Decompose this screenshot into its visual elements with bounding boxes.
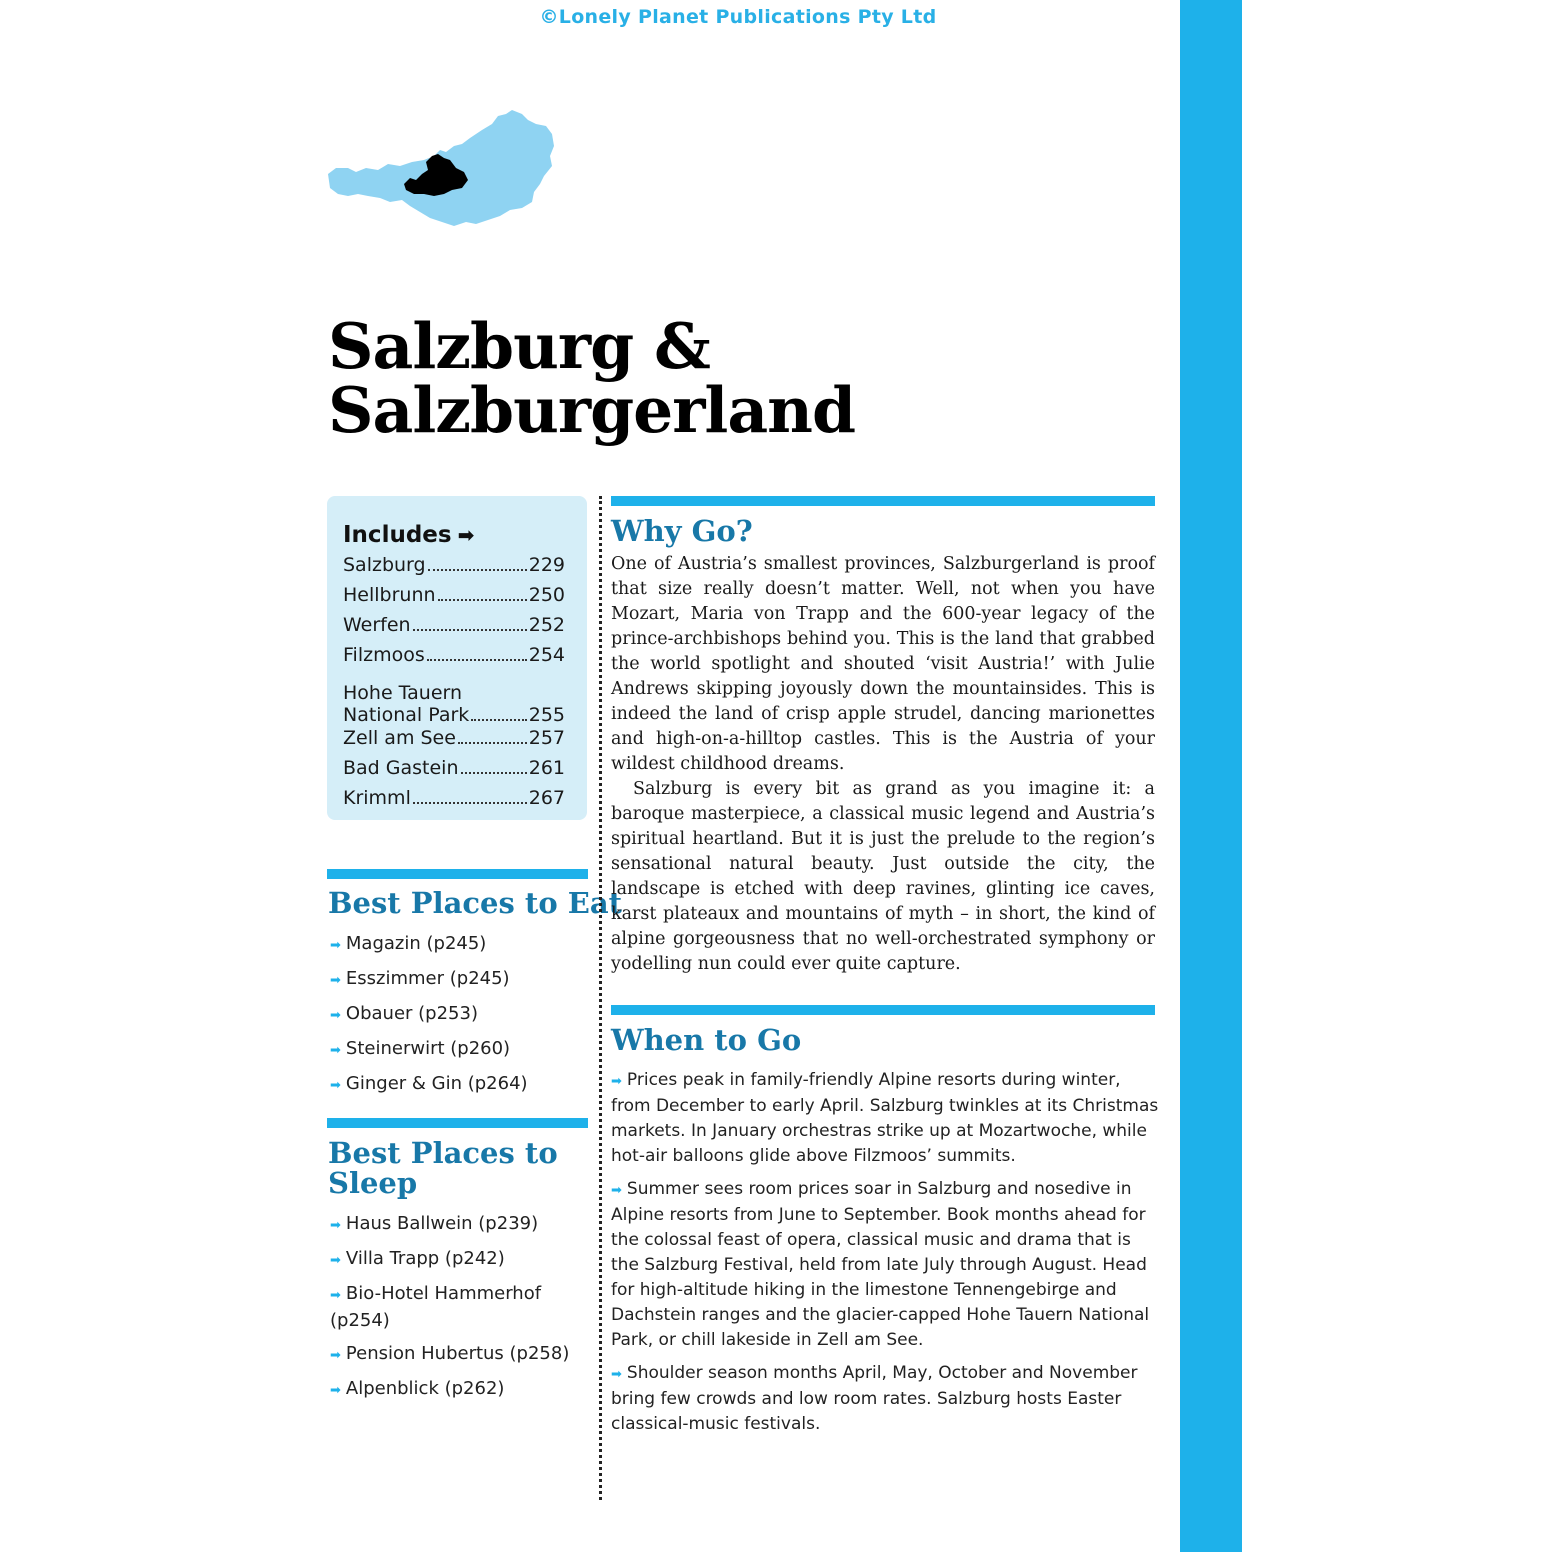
section-rule [611, 1005, 1155, 1015]
why-paragraph: Salzburg is every bit as grand as you imagine it: a baroque masterpiece, a classical music legend and Austria’s spiritual heartland. But it is just the prelude to the region’s sensational natural beauty. Just outside the city, the landscape is etched with deep ravines, glinting ice caves, karst plateaux and mountains of myth – in short, the kind of alpine gorgeousness that no well-orchestrated symphony or yodelling nun could ever quite capture. [611, 779, 1155, 974]
sleep-title-line-2: Sleep [328, 1166, 418, 1200]
section-rule [327, 1118, 588, 1128]
right-arrow-icon: ➡ [330, 1043, 341, 1058]
right-arrow-icon: ➡ [330, 1218, 341, 1233]
dot-leader [413, 629, 527, 631]
list-item[interactable] [330, 966, 590, 993]
dot-leader [438, 599, 527, 601]
includes-item[interactable] [343, 674, 565, 727]
dot-leader [413, 802, 527, 804]
sleep-title-line-1: Best Places to [328, 1136, 558, 1170]
list-item-text: Villa Trapp (p242) [345, 1248, 505, 1269]
includes-item-page: 254 [528, 644, 565, 666]
includes-heading-text: Includes [343, 522, 452, 548]
includes-item-name: Hellbrunn [343, 584, 436, 606]
when-paragraph-text: Shoulder season months April, May, October and November bring few crowds and low room rates. Salzburg hosts Easter classical-music festivals. [611, 1363, 1138, 1434]
list-item-text: Pension Hubertus (p258) [345, 1343, 570, 1364]
includes-item[interactable] [343, 787, 565, 817]
list-item-text: Alpenblick (p262) [345, 1378, 505, 1399]
when-paragraph-text: Prices peak in family-friendly Alpine resorts during winter, from December to early April. Salzburg twinkles at its Christmas markets. In January orchestras strike up at Mozartwoche, while hot-air balloons glide above Filzmoos’ summits. [611, 1070, 1159, 1166]
includes-item-name: Werfen [343, 614, 411, 636]
includes-item[interactable] [343, 727, 565, 757]
includes-heading [343, 522, 565, 548]
includes-item-name: Bad Gastein [343, 757, 459, 779]
list-item-text: Magazin (p245) [345, 933, 487, 954]
dot-leader [458, 742, 527, 744]
right-arrow-icon: ➡ [330, 1078, 341, 1093]
right-arrow-icon: ➡ [330, 1288, 341, 1303]
right-arrow-icon: ➡ [611, 1367, 622, 1382]
includes-item-page: 257 [528, 727, 565, 749]
includes-item-page: 261 [528, 757, 565, 779]
right-arrow-icon: ➡ [611, 1183, 622, 1198]
section-rule [611, 496, 1155, 506]
list-item-text: Obauer (p253) [345, 1003, 478, 1024]
list-item[interactable] [330, 1376, 580, 1403]
includes-item[interactable] [343, 614, 565, 644]
list-item-text: Ginger & Gin (p264) [345, 1073, 528, 1094]
right-arrow-icon: ➡ [330, 1383, 341, 1398]
side-color-band [1180, 0, 1242, 1552]
right-arrow-icon: ➡ [330, 973, 341, 988]
why-paragraph: One of Austria’s smallest provinces, Salzburgerland is proof that size really doesn’t matter. Well, not when you have Mozart, Maria von Trapp and the 600-year legacy of the prince-archbishops behind you. This is the land that grabbed the world spotlight and shouted ‘visit Austria!’ with Julie Andrews skipping joyously down the mountainsides. This is indeed the land of crisp apple strudel, dancing marionettes and high-on-a-hilltop castles. This is the Austria of your wildest childhood dreams. [611, 554, 1155, 774]
right-arrow-icon: ➡ [330, 1008, 341, 1023]
right-arrow-icon: ➡ [330, 1348, 341, 1363]
right-arrow-icon: ➡ [611, 1074, 622, 1089]
list-item[interactable] [330, 931, 590, 958]
title-line-2: Salzburgerland [328, 373, 856, 447]
list-item[interactable] [330, 1001, 590, 1028]
column-divider [599, 496, 602, 1500]
copyright-notice: ©Lonely Planet Publications Pty Ltd [539, 6, 937, 28]
eat-title: Best Places to Eat [328, 886, 623, 920]
includes-item-page: 250 [528, 584, 565, 606]
why-title: Why Go? [611, 514, 753, 548]
includes-item-page: 252 [528, 614, 565, 636]
includes-item-name: Krimml [343, 787, 411, 809]
list-item-text: Bio-Hotel Hammerhof (p254) [330, 1283, 542, 1331]
includes-item-name-line-2: National Park [343, 704, 470, 726]
includes-box [327, 496, 587, 820]
includes-item-page: 267 [528, 787, 565, 809]
list-item[interactable] [330, 1071, 590, 1098]
list-item-text: Haus Ballwein (p239) [345, 1213, 539, 1234]
includes-item[interactable] [343, 584, 565, 614]
list-item[interactable] [330, 1036, 590, 1063]
when-paragraph-text: Summer sees room prices soar in Salzburg and nosedive in Alpine resorts from June to September. Book months ahead for the colossal feast of opera, classical music and drama that is the Salzburg Festival, held from late July through August. Head for high-altitude hiking in the limestone Tennengebirge and Dachstein ranges and the glacier-capped Hohe Tauern National Park, or chill lakeside in Zell am See. [611, 1179, 1150, 1350]
includes-item[interactable] [343, 644, 565, 674]
includes-item[interactable] [343, 554, 565, 584]
list-item[interactable] [330, 1281, 580, 1333]
includes-item[interactable] [343, 757, 565, 787]
when-body [611, 1068, 1159, 1445]
sleep-list [330, 1211, 580, 1411]
includes-item-name: Salzburg [343, 554, 426, 576]
includes-item-name: Filzmoos [343, 644, 425, 666]
list-item[interactable] [330, 1246, 580, 1273]
right-arrow-icon: ➡ [457, 523, 475, 547]
list-item[interactable] [330, 1211, 580, 1238]
includes-item-name: Zell am See [343, 727, 456, 749]
austria-locator-map [326, 108, 558, 230]
includes-item-name-line-1: Hohe Tauern [343, 682, 463, 704]
section-rule [327, 869, 588, 879]
includes-item-page: 229 [528, 554, 565, 576]
when-paragraph [611, 1361, 1159, 1437]
title-line-1: Salzburg & [328, 309, 710, 383]
dot-leader [471, 719, 526, 721]
dot-leader [428, 569, 527, 571]
list-item-text: Steinerwirt (p260) [345, 1038, 511, 1059]
page-title [328, 309, 856, 447]
sleep-title [328, 1138, 558, 1198]
eat-list [330, 931, 590, 1106]
when-title: When to Go [611, 1023, 802, 1057]
list-item[interactable] [330, 1341, 580, 1368]
includes-item-page: 255 [528, 704, 565, 726]
dot-leader [461, 772, 527, 774]
right-arrow-icon: ➡ [330, 1253, 341, 1268]
why-body [611, 552, 1155, 977]
right-arrow-icon: ➡ [330, 938, 341, 953]
when-paragraph [611, 1177, 1159, 1353]
list-item-text: Esszimmer (p245) [345, 968, 510, 989]
includes-item-name [343, 682, 469, 726]
dot-leader [427, 659, 527, 661]
when-paragraph [611, 1068, 1159, 1169]
